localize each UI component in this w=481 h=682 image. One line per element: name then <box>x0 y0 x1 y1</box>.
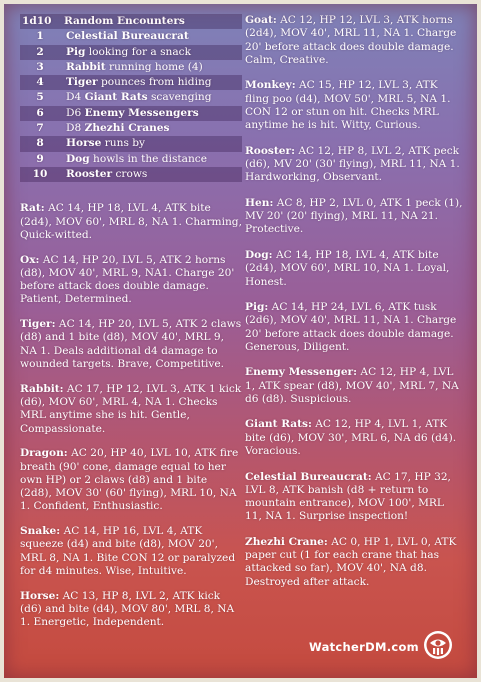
encounter-description <box>60 168 242 181</box>
creature-entry <box>20 590 242 630</box>
encounter-creature: Enemy Messengers <box>84 106 199 119</box>
encounter-row <box>20 29 242 44</box>
encounter-description <box>60 46 242 59</box>
footer-site-link[interactable]: WatcherDM.com <box>309 640 419 654</box>
creature-name: Zhezhi Crane: <box>245 535 328 548</box>
encounter-creature: Pig <box>66 45 86 58</box>
creature-name: Rat: <box>20 202 45 215</box>
encounter-description <box>60 107 242 120</box>
creature-block <box>245 145 463 185</box>
encounter-description <box>60 137 242 150</box>
encounter-description <box>60 61 242 74</box>
encounter-creature: Celestial Bureaucrat <box>66 30 189 43</box>
creature-block <box>245 366 463 406</box>
encounter-description <box>60 91 242 104</box>
left-creature-list <box>20 202 242 629</box>
creature-stats: AC 20, HP 40, LVL 10, ATK fire breath (90' cone, damage equal to her own HP) or 2 claws (d8) and 1 bite (2d8), MOV 30' (60' flying), MRL 10, NA 1. Confident, Enthusiastic. <box>20 447 239 513</box>
creature-stats: AC 15, HP 12, LVL 3, ATK fling poo (d4), MOV 50', MRL 5, NA 1. CON 12 or stun on hit. Checks MRL anytime he is hit. Witty, Curious. <box>245 79 451 132</box>
encounter-suffix: scavenging <box>147 91 212 104</box>
encounter-description <box>60 76 242 89</box>
creature-entry <box>20 318 242 371</box>
creature-entry <box>20 254 242 307</box>
creature-stats: AC 13, HP 8, LVL 2, ATK kick (d6) and bite (d4), MOV 80', MRL 8, NA 1. Energetic, Independent. <box>20 589 235 629</box>
encounter-description <box>60 30 242 43</box>
encounter-suffix: runs by <box>101 137 146 150</box>
encounter-table-rows <box>20 29 242 182</box>
encounter-creature: Zhezhi Cranes <box>84 122 170 135</box>
encounter-table <box>20 14 242 182</box>
creature-block <box>20 318 242 371</box>
creature-stats: AC 17, HP 32, LVL 8, ATK banish (d8 + return to mountain entrance), MOV 100', MRL 11, NA 1. Surprise inspection! <box>245 470 451 523</box>
encounter-suffix: pounces from hiding <box>97 76 212 89</box>
left-column <box>20 14 242 641</box>
encounter-number: 8 <box>36 137 44 150</box>
encounter-prefix: D4 <box>66 91 85 104</box>
creature-entry <box>245 418 463 458</box>
creature-entry <box>245 79 463 132</box>
creature-name: Rabbit: <box>20 382 64 395</box>
encounter-number: 3 <box>36 60 44 73</box>
encounter-description <box>60 122 242 135</box>
creature-stats: AC 0, HP 1, LVL 0, ATK paper cut (1 for each crane that has attacked so far), MOV 40', NA d8. Destroyed after attack. <box>245 535 457 588</box>
creature-block <box>245 301 463 354</box>
creature-entry <box>20 202 242 242</box>
encounter-number: 10 <box>32 167 48 180</box>
creature-entry <box>20 383 242 436</box>
right-creature-list <box>245 14 463 589</box>
creature-stats: AC 14, HP 24, LVL 6, ATK tusk (2d6), MOV 40', MRL 11, NA 1. Charge 20' before attack does double damage. Generous, Diligent. <box>245 300 457 353</box>
creature-stats: AC 14, HP 20, LVL 5, ATK 2 horns (d8), MOV 40', MRL 9, NA1. Charge 20' before attack does double damage. Patient, Determined. <box>20 253 235 306</box>
encounter-suffix: crows <box>112 167 148 180</box>
encounter-row <box>20 75 242 90</box>
creature-stats: AC 12, HP 12, LVL 3, ATK horns (2d4), MOV 40', MRL 11, NA 1. Charge 20' before attack does double damage. Calm, Creative. <box>245 14 457 66</box>
encounter-number: 2 <box>36 45 44 58</box>
encounter-suffix: running home (4) <box>105 60 203 73</box>
encounter-number: 1 <box>36 30 44 43</box>
creature-name: Dog: <box>245 248 273 261</box>
encounter-row <box>20 136 242 151</box>
creature-block <box>245 471 463 524</box>
encounter-table-header <box>20 14 242 29</box>
creature-name: Enemy Messenger: <box>245 366 358 379</box>
watcher-eye-logo-icon <box>423 630 453 660</box>
creature-name: Dragon: <box>20 447 68 460</box>
encounter-suffix: howls in the distance <box>89 152 207 165</box>
creature-name: Rooster: <box>245 144 296 157</box>
creature-name: Monkey: <box>245 79 296 92</box>
creature-block <box>245 249 463 289</box>
encounter-prefix: D6 <box>66 106 85 119</box>
encounter-row <box>20 106 242 121</box>
creature-stats: AC 14, HP 18, LVL 4, ATK bite (2d4), MOV 60', MRL 10, NA 1. Loyal, Honest. <box>245 248 450 288</box>
creature-entry <box>245 366 463 406</box>
creature-stats: AC 8, HP 2, LVL 0, ATK 1 peck (1), MV 20' (20' flying), MRL 11, NA 21. Protective. <box>245 196 463 236</box>
creature-stats: AC 14, HP 18, LVL 4, ATK bite (2d4), MOV 60', MRL 8, NA 1. Charming, Quick-witted. <box>20 202 242 241</box>
creature-block <box>20 254 242 307</box>
creature-name: Ox: <box>20 253 40 266</box>
encounter-creature: Tiger <box>66 76 98 89</box>
encounter-suffix: looking for a snack <box>85 45 192 58</box>
creature-stats: AC 14, HP 16, LVL 4, ATK squeeze (d4) and bite (d8), MOV 20', MRL 8, NA 1. Bite CON 12 or paralyzed for d4 minutes. Wise, Intuitive. <box>20 525 236 578</box>
creature-entry <box>20 525 242 578</box>
creature-block <box>20 525 242 578</box>
creature-entry <box>245 536 463 589</box>
creature-name: Giant Rats: <box>245 418 312 431</box>
creature-entry <box>245 301 463 354</box>
right-column <box>245 14 463 601</box>
encounter-row <box>20 167 242 182</box>
creature-stats: AC 12, HP 4, LVL 1, ATK bite (d6), MOV 30', MRL 6, NA d6 (d4). Voracious. <box>245 418 457 458</box>
encounter-number: 4 <box>36 76 44 89</box>
creature-block <box>245 536 463 589</box>
creature-name: Pig: <box>245 300 269 313</box>
creature-name: Hen: <box>245 196 274 209</box>
creature-entry <box>245 14 463 67</box>
creature-block <box>20 383 242 436</box>
creature-name: Horse: <box>20 589 60 602</box>
encounter-creature: Horse <box>66 137 102 150</box>
creature-entry <box>245 249 463 289</box>
creature-stats: AC 12, HP 4, LVL 1, ATK spear (d8), MOV 40', MRL 7, NA d6 (d8). Suspicious. <box>245 366 459 405</box>
encounter-row <box>20 60 242 75</box>
creature-stats: AC 17, HP 12, LVL 3, ATK 1 kick (d6), MOV 60', MRL 4, NA 1. Checks MRL anytime she is hit. Gentle, Compassionate. <box>20 382 242 435</box>
encounter-row <box>20 90 242 105</box>
creature-entry <box>20 447 242 513</box>
encounter-row <box>20 152 242 167</box>
creature-entry <box>245 197 463 237</box>
encounter-creature: Giant Rats <box>84 91 148 104</box>
encounter-number: 5 <box>36 91 44 104</box>
encounter-row <box>20 45 242 60</box>
table-die: 1d10 <box>22 15 52 27</box>
creature-stats: AC 14, HP 20, LVL 5, ATK 2 claws (d8) and 1 bite (d8), MOV 40', MRL 9, NA 1. Deals additional d4 damage to wounded targets. Brave, Competitive. <box>20 318 242 371</box>
creature-block <box>245 418 463 458</box>
creature-entry <box>245 145 463 185</box>
creature-name: Goat: <box>245 14 277 26</box>
creature-name: Celestial Bureaucrat: <box>245 470 372 483</box>
encounter-prefix: D8 <box>66 122 85 135</box>
encounter-number: 9 <box>36 152 44 165</box>
encounter-description <box>60 153 242 166</box>
creature-block <box>245 197 463 237</box>
creature-block <box>20 590 242 630</box>
creature-name: Snake: <box>20 525 61 538</box>
encounter-creature: Rooster <box>66 167 113 180</box>
creature-block <box>245 79 463 132</box>
creature-block <box>20 447 242 513</box>
creature-block <box>20 202 242 242</box>
creature-stats: AC 12, HP 8, LVL 2, ATK peck (d6), MV 20' (30' flying), MRL 11, NA 1. Hardworking, Observant. <box>245 144 460 184</box>
encounter-number: 7 <box>36 122 44 135</box>
creature-entry <box>245 471 463 524</box>
table-title: Random Encounters <box>64 15 185 27</box>
creature-block <box>245 14 463 67</box>
encounter-row <box>20 121 242 136</box>
encounter-creature: Dog <box>66 152 90 165</box>
encounter-creature: Rabbit <box>66 60 106 73</box>
encounter-number: 6 <box>36 106 44 119</box>
creature-name: Tiger: <box>20 318 56 331</box>
